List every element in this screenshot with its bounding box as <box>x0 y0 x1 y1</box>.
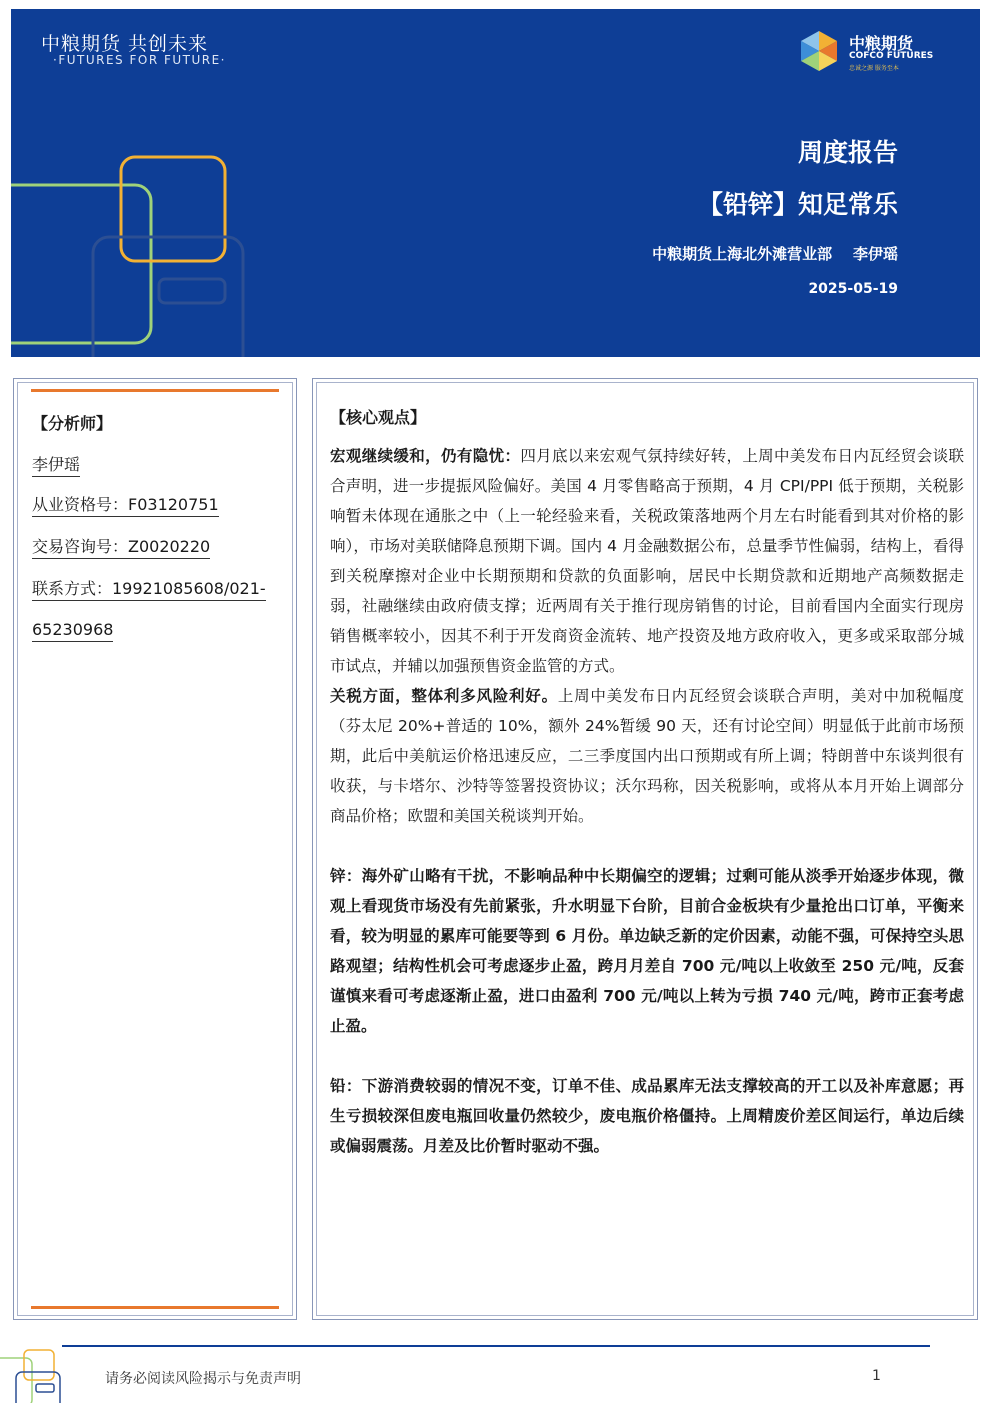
slogan-english: ·FUTURES FOR FUTURE· <box>53 53 226 67</box>
analyst-qualification: 从业资格号：F03120751 <box>32 495 219 517</box>
zinc-paragraph: 锌：海外矿山略有干扰，不影响品种中长期偏空的逻辑；过剩可能从淡季开始逐步体现，微观上看现货市场没有先前紧张，升水明显下台阶，目前合金板块有少量抢出口订单，平衡来看，较为明显的累库可能要等到 6 月份。单边缺乏新的定价因素，动能不强，可保持空头思路观望；结构性机会可考虑逐步止盈，跨月月差自 700 元/吨以上收敛至 250 元/吨，反套谨慎来看可考虑逐渐止盈，进口由盈利 700 元/吨以上转为亏损 740 元/吨，跨市正套考虑止盈。 <box>330 867 964 1035</box>
analyst-panel-inner <box>17 382 293 1316</box>
analyst-contact-cont: 65230968 <box>32 620 113 642</box>
accent-line-top <box>31 389 279 392</box>
macro-body: 四月底以来宏观气氛持续好转，上周中美发布日内瓦经贸会谈联合声明，进一步提振风险偏好。美国 4 月零售略高于预期，4 月 CPI/PPI 低于预期，关税影响暂未体现在通胀之中（上一轮经验来看，关税政策落地两个月左右时能看到其对价格的影响），市场对美联储降息预期下调。国内 4 月金融数据公布，总量季节性偏弱，结构上，看得到关税摩擦对企业中长期预期和贷款的负面影响，居民中长期贷款和近期地产高频数据走弱，社融继续由政府债支撑；近两周有关于推行现房销售的讨论，目前看国内全面实行现房销售概率较小，因其不利于开发商资金流转、地产投资及地方政府收入，更多或采取部分城市试点，并辅以加强预售资金监管的方式。 <box>330 447 964 675</box>
header-banner <box>11 9 980 357</box>
core-views-heading: 【核心观点】 <box>330 408 427 427</box>
logo-name-chinese: 中粮期货 <box>849 34 914 53</box>
macro-paragraph <box>330 441 964 681</box>
analyst-panel <box>13 378 297 1320</box>
report-author-line: 中粮期货上海北外滩营业部 李伊瑶 <box>652 245 898 263</box>
footer-decorative-frames <box>0 1348 70 1403</box>
analyst-consult-number: 交易咨询号：Z0020220 <box>32 537 210 559</box>
macro-lead: 宏观继续缓和，仍有隐忧： <box>330 447 521 465</box>
tariff-lead: 关税方面，整体利多风险利好。 <box>330 687 558 705</box>
decorative-frames <box>11 149 271 357</box>
report-date: 2025-05-19 <box>808 281 898 297</box>
slogan-chinese: 中粮期货 共创未来 <box>41 33 209 55</box>
report-title: 【铅锌】知足常乐 <box>697 190 898 219</box>
tariff-paragraph <box>330 681 964 831</box>
accent-line-bottom <box>31 1306 279 1309</box>
cofco-logo-icon <box>797 29 841 73</box>
page-number: 1 <box>872 1368 881 1384</box>
tariff-body: 上周中美发布日内瓦经贸会谈联合声明，美对中加税幅度（芬太尼 20%+普适的 10%，额外 24%暂缓 90 天，还有讨论空间）明显低于此前市场预期，此后中美航运价格迅速反应，二三季度国内出口预期或有所上调；特朗普中东谈判很有收获，与卡塔尔、沙特等签署投资协议；沃尔玛称，因关税影响，或将从本月开始上调部分商品价格；欧盟和美国关税谈判开始。 <box>330 687 964 825</box>
disclaimer-link[interactable]: 请务必阅读风险揭示与免责声明 <box>105 1371 301 1387</box>
lead-paragraph: 铅：下游消费较弱的情况不变，订单不佳、成品累库无法支撑较高的开工以及补库意愿；再生亏损较深但废电瓶回收量仍然较少，废电瓶价格僵持。上周精废价差区间运行，单边后续或偏弱震荡。月差及比价暂时驱动不强。 <box>330 1077 964 1155</box>
report-type: 周度报告 <box>797 138 898 167</box>
core-views-panel-inner <box>316 382 974 1316</box>
core-views-panel <box>312 378 978 1320</box>
logo-tagline: 忠诚之源 服务至本 <box>849 65 899 72</box>
core-views-body <box>330 441 964 1161</box>
logo-name-english: COFCO FUTURES <box>849 51 934 61</box>
analyst-heading: 【分析师】 <box>32 414 113 433</box>
analyst-contact: 联系方式：19921085608/021- <box>32 579 266 601</box>
analyst-name: 李伊瑶 <box>32 455 80 477</box>
footer-divider <box>62 1345 930 1347</box>
